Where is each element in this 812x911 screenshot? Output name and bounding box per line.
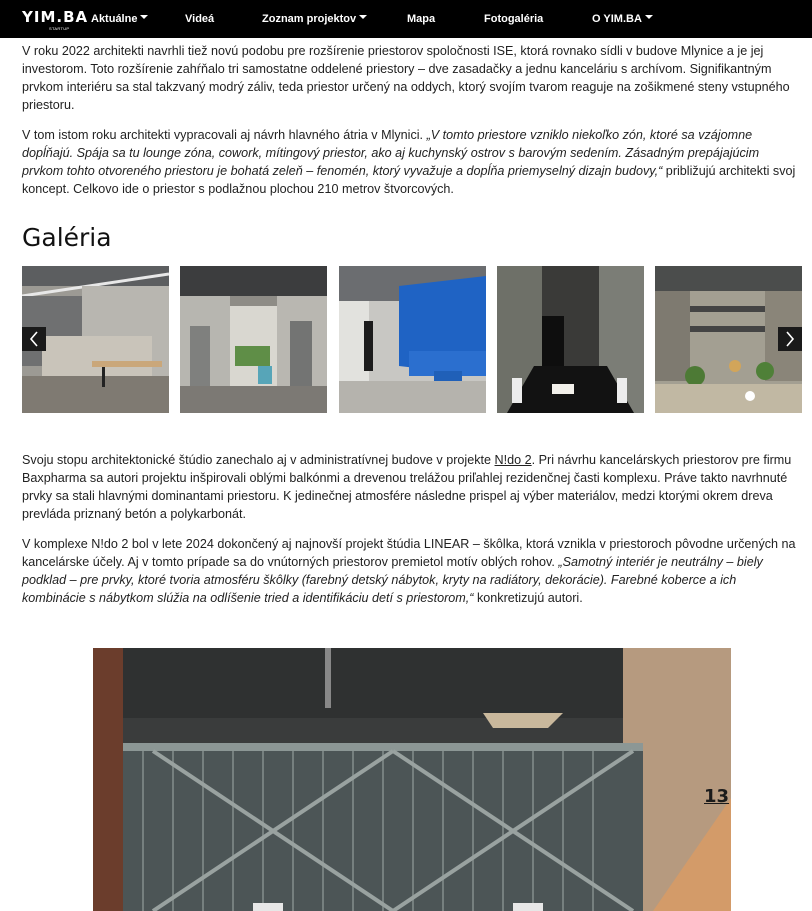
gallery-prev-button[interactable] — [22, 327, 46, 351]
gallery-photo[interactable] — [180, 266, 327, 413]
chevron-left-icon — [28, 331, 40, 347]
site-logo[interactable]: YIM.BA STARTUP — [22, 8, 89, 31]
project-link[interactable]: N!do 2 — [494, 453, 532, 467]
caret-down-icon — [140, 15, 148, 19]
quote-text: „V tomto priestore vzniklo niekoľko zón, ktoré sa vzájomne dopĺňajú. Spája sa tu lounge zóna, cowork, mítingový priestor, ako aj kuchynský ostrov s barovým sedením. Zásadným prepájajúcim prvkom tohto otvoreného priestoru je bohatá zeleň – fenomén, ktorý vyvažuje a dopĺňa priemyselný dizajn budovy,“ — [22, 128, 760, 178]
gallery-next-button[interactable] — [778, 327, 802, 351]
gallery-title: Galéria — [22, 223, 112, 252]
quote-text: „Samotný interiér je neutrálny – biely podklad – pre prvky, ktoré tvoria atmosféru škôlky (farebný detský nábytok, kryty na radiátory, dekorácie). Farebné koberce a ich kombinácie s nábytkom slúžia na odlíšenie tried a identifikáciu detí s priestorom,“ — [22, 555, 763, 605]
article-paragraph: V tom istom roku architekti vypracovali aj návrh hlavného átria v Mlynici. „V tomto priestore vzniklo niekoľko zón, ktoré sa vzájomne dopĺňajú. Spája sa tu lounge zóna, cowork, mítingový priestor, ako aj kuchynský ostrov s barovým sedením. Zásadným prepájajúcim prvkom tohto otvoreného priestoru je bohatá zeleň – fenomén, ktorý vyvažuje a dopĺňa priemyselný dizajn budovy,“ približujú architekti svoj koncept. Celkovo ide o priestor s podlažnou plochou 210 metrov štvorcových. — [22, 128, 796, 196]
nav-item-aktualne[interactable]: Aktuálne — [91, 12, 148, 26]
nav-item-o-yimba[interactable]: O YIM.BA — [592, 12, 653, 26]
top-navigation — [0, 0, 812, 38]
caret-down-icon — [359, 15, 367, 19]
article-paragraph: Svoju stopu architektonické štúdio zanechalo aj v administratívnej budove v projekte N!do 2. Pri návrhu kancelárskych priestorov pre firmu Baxpharma sa autori projektu inšpirovali oblými balkónmi a drevenou trelážou priľahlej rezidenčnej časti komplexu. Práve takto navrhnuté prvky sa stali hlavnými dominantami priestoru. K jedinečnej atmosfére následne prispel aj výber materiálov, medzi ktorými okrem dreva prevláda priznaný betón a polykarbonát. — [22, 453, 792, 521]
gallery-photo[interactable] — [339, 266, 486, 413]
gallery-photo[interactable] — [497, 266, 644, 413]
nav-item-mapa[interactable]: Mapa — [407, 13, 436, 25]
article-paragraph: V komplexe N!do 2 bol v lete 2024 dokončený aj najnovší projekt štúdia LINEAR – škôlka, ktorá vznikla v priestoroch pôvodne určených na kancelárske účely. Aj v tomto prípade sa do vnútorných priestorov premietol motív oblých rohov. „Samotný interiér je neutrálny – biely podklad – pre prvky, ktoré tvoria atmosféru škôlky (farebný detský nábytok, kryty na radiátory, dekorácie). Farebné koberce a ich kombinácie s nábytkom slúžia na odlíšenie tried a identifikáciu detí s priestorom,“ konkretizujú autori. — [22, 537, 796, 605]
nav-item-zoznam-projektov[interactable]: Zoznam projektov — [262, 12, 367, 26]
nav-item-videa[interactable]: Videá — [185, 13, 215, 25]
article-photo — [93, 648, 731, 911]
sign-number: 13 — [704, 786, 730, 807]
article-paragraph: V roku 2022 architekti navrhli tiež novú podobu pre rozšírenie priestorov spoločnosti ISE, ktorá rovnako sídli v budove Mlynice a je jej investorom. Toto rozšírenie zahŕňalo tri samostatne oddelené priestory – dve zasadačky a jednu kanceláriu s archívom. Signifikantným prvkom interiéru sa stal takzvaný modrý záliv, teda priestor určený na oddych, ktorý svojím tvarom reaguje na zošikmené steny vstupného priestoru. — [22, 44, 790, 112]
caret-down-icon — [645, 15, 653, 19]
nav-item-fotogaleria[interactable]: Fotogaléria — [484, 13, 544, 25]
chevron-right-icon — [784, 331, 796, 347]
